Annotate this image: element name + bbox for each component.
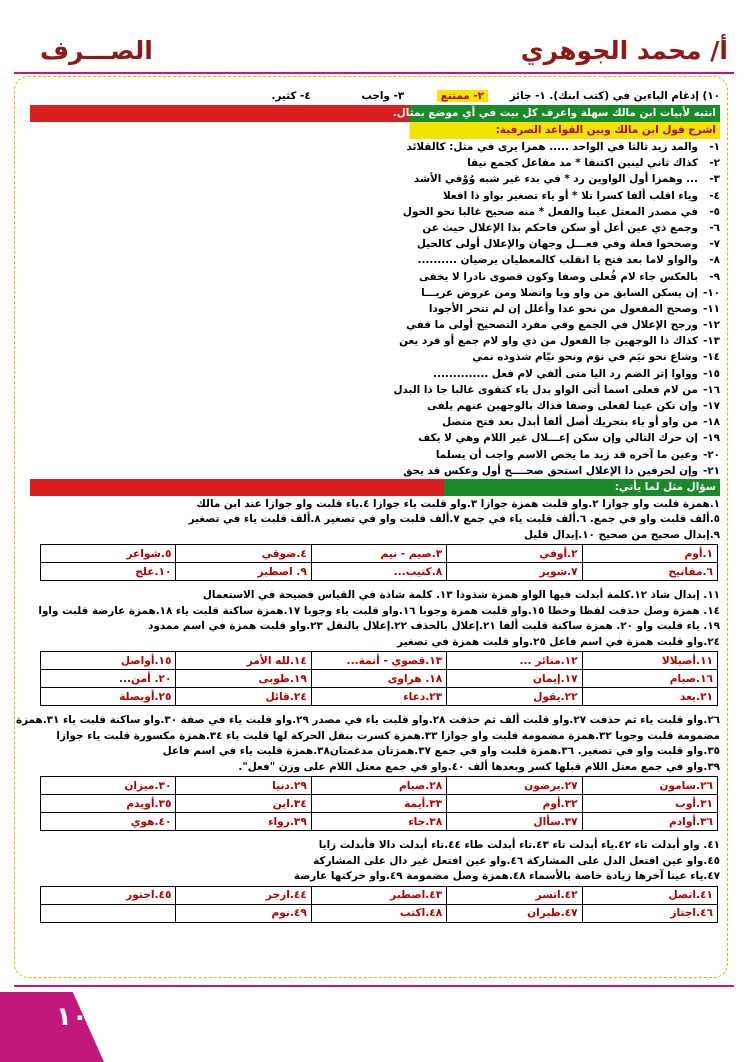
verse-number: ١٩- bbox=[702, 432, 720, 445]
verse-line bbox=[30, 269, 720, 285]
table-cell: ٢١.يعد bbox=[582, 688, 717, 706]
table-cell: ٣٧.سأال bbox=[447, 813, 582, 831]
verse-number: ١٨- bbox=[702, 416, 720, 429]
table-row bbox=[41, 777, 718, 795]
verse-number: ١٠- bbox=[702, 286, 720, 299]
table-cell: ١٧.إيمان bbox=[447, 670, 582, 688]
question-line: ١٤. همزة وصل حذفت لفظا وخطا ١٥.واو قلبت همزة وجوبا ١٦.واو قلبت ياء وجوبا ١٧.همزة ساكنة قلبت ياء ١٨.همزة عارضة قلبت واوا bbox=[38, 604, 720, 617]
banner-explain: اشرح قول ابن مالك وبين القواعد الصرفية: bbox=[30, 122, 720, 139]
table-cell: ٨.كتيب... bbox=[311, 563, 446, 581]
answer-table-2 bbox=[40, 651, 718, 706]
verse-text: وإن تكن عينا لفعلى وصفا فذاك بالوجهين عنهم يلفى bbox=[426, 400, 698, 412]
table-cell: ٤٤.ازجر bbox=[176, 886, 311, 904]
table-cell: ٣٤.اين bbox=[176, 795, 311, 813]
table-cell: ٢٤.قائل bbox=[176, 688, 311, 706]
table-row bbox=[41, 563, 718, 581]
verse-number: ٤- bbox=[709, 189, 720, 202]
verse-line bbox=[30, 333, 720, 349]
verse-line bbox=[30, 430, 720, 446]
verse-number: ١٢- bbox=[702, 319, 720, 332]
verse-line bbox=[30, 155, 720, 171]
verse-text: كذاك ثاني لينين اكتنفا * مد مفاعل كجمع نيفا bbox=[467, 157, 698, 170]
verse-line bbox=[30, 171, 720, 187]
table-row bbox=[41, 886, 718, 904]
table-cell: ٤٦.اجتاز bbox=[582, 904, 717, 922]
question-line: ٥.ألف قلبت واو في جمع. ٦.ألف قلبت ياء في جمع ٧.ألف قلبت واو في تصغير ٨.ألف قلبت ياء في تصغير bbox=[188, 513, 720, 526]
verse-number: ٧- bbox=[709, 238, 720, 251]
verse-text: وياء اقلب ألفا كسرا تلا * أو ياء تصغير بواو ذا افعلا bbox=[443, 189, 698, 202]
table-row bbox=[41, 670, 718, 688]
subject-title: الصـــرف bbox=[40, 36, 153, 65]
verse-list bbox=[30, 139, 720, 479]
verse-text: والواو لاما بعد فتح يا انقلب كالمعطيان يرضيان .......... bbox=[417, 254, 698, 267]
question-line: ٤١. واو أبدلت تاء ٤٢.ياء أبدلت تاء ٤٣.تاء أبدلت طاء ٤٤.تاء أبدلت دالا فأبدلت زايا bbox=[318, 839, 720, 852]
table-row bbox=[41, 545, 718, 563]
table-row bbox=[41, 904, 718, 922]
verse-line bbox=[30, 236, 720, 252]
q10-text: ١٠) إدغام الباءين في (كتب ابنك). ١- جائز bbox=[509, 90, 720, 102]
table-cell: ٢.أوفي bbox=[447, 545, 582, 563]
table-cell: ٣١.أوب bbox=[582, 795, 717, 813]
verse-number: ٣- bbox=[709, 173, 720, 186]
table-cell: ١٨. هراوى bbox=[311, 670, 446, 688]
question-line: ١١. إبدال شاذ ١٢.كلمة أبدلت فيها الواو همزة شذوذا ١٣. كلمة شاذة في القياس فصيحة في الاستعمال bbox=[202, 589, 720, 602]
table-cell: ٢٢.يقول bbox=[447, 688, 582, 706]
verse-text: وصحح المفعول من نحو عدا وأعلل إن لم تتحر الأجودا bbox=[428, 302, 698, 315]
verse-text: إن يسكن السابق من واو ويا واتصلا ومن عروض عريـــا bbox=[421, 286, 698, 299]
table-cell: ٤٥.اجتور bbox=[41, 886, 176, 904]
table-cell: ٤.ضوقي bbox=[176, 545, 311, 563]
verse-number: ٢١- bbox=[702, 464, 720, 477]
table-cell: ٦.مفاتيح bbox=[582, 563, 717, 581]
verse-number: ٦- bbox=[709, 221, 720, 234]
q10-option-3: ٣- واجب bbox=[361, 90, 405, 102]
question-line: ٣٥.واو قلبت واو في تصغير. ٣٦.همزة قلبت واو في جمع ٣٧.همزتان مدغمتان٣٨.همزة قلبت ياء في اسم فاعل bbox=[162, 745, 720, 758]
table-cell: ٣.صيم - نيم bbox=[311, 545, 446, 563]
answer-table-1 bbox=[40, 544, 718, 581]
verse-text: وجمع ذي عين أعل أو سكن فاحكم بذا الإعلال حيث عن bbox=[422, 221, 698, 234]
verse-text: بالعكس جاء لام فُعلى وصفا وكون قصوى نادرا لا يخفى bbox=[419, 270, 698, 283]
verse-number: ١١- bbox=[702, 302, 720, 315]
question-line: مضمومة قلبت وجوبا ٣٢.همزة مضمومة قلبت واو جوازا ٣٣.همزة كسرت بنقل الحركة لها قلبت ياء ٣٤.همزة مكسورة قلبت ياء جوازا bbox=[56, 729, 720, 742]
verse-number: ٥- bbox=[709, 205, 720, 218]
page-number: ١٠ bbox=[56, 1002, 88, 1032]
table-cell: ٣٩.رواء bbox=[176, 813, 311, 831]
content bbox=[15, 88, 720, 929]
verse-line bbox=[30, 139, 720, 155]
answer-table-4 bbox=[40, 886, 718, 923]
table-cell: ١٠.علج bbox=[41, 563, 176, 581]
table-cell: ١٦.صيام bbox=[582, 670, 717, 688]
table-cell: ٢٣.دعاء bbox=[311, 688, 446, 706]
verse-text: في مصدر المعتل عينا والفعل * منه صحيح غالبا نحو الحول bbox=[402, 205, 698, 218]
question-line: ٢٦.واو قلبت ياء ثم حذفت ٢٧.واو قلبت ألف ثم حذفت ٢٨.واو قلبت ياء في مصدر ٢٩.واو قلبت ياء في صفة ٣٠.واو ساكنة قلبت ياء ٣١.همزة bbox=[15, 714, 720, 727]
table-cell: ١٣.قصوي - أنمة... bbox=[311, 652, 446, 670]
verse-line bbox=[30, 188, 720, 204]
footer-divider bbox=[14, 985, 734, 987]
table-cell: ١.أوم bbox=[582, 545, 717, 563]
table-cell: ٤٣.اصطبر bbox=[311, 886, 446, 904]
table-cell: ٥.شواعر bbox=[41, 545, 176, 563]
table-cell: ٧.شوير bbox=[447, 563, 582, 581]
table-cell: ١٥.أواصل bbox=[41, 652, 176, 670]
verse-text: والمد زيد ثالثا في الواحد ..... همزا يرى في مثل: كالقلائد bbox=[406, 141, 698, 153]
verse-number: ٢٠- bbox=[702, 448, 720, 461]
verse-number: ١٧- bbox=[702, 400, 720, 412]
table-cell: ٣٦.أوادم bbox=[582, 813, 717, 831]
table-cell: ١١.أصيلالا bbox=[582, 652, 717, 670]
verse-line bbox=[30, 414, 720, 430]
verse-text: وصححوا فعلة وفي فعـــل وجهان والإعلال أولى كالحيل bbox=[416, 238, 698, 251]
table-cell: ٤١.اتصل bbox=[582, 886, 717, 904]
table-cell: ٢٦.سامون bbox=[582, 777, 717, 795]
table-cell: ٤٩.نوم bbox=[176, 904, 311, 922]
page-header bbox=[0, 30, 750, 70]
verse-line bbox=[30, 252, 720, 268]
verse-line bbox=[30, 317, 720, 333]
table-cell: ٢٥.أويصلة bbox=[41, 688, 176, 706]
table-cell: ٢٩.دنيا bbox=[176, 777, 311, 795]
verse-text: وواوا إثر الضم رد اليا متى ألفي لام فعل .............. bbox=[433, 367, 698, 380]
verse-line bbox=[30, 463, 720, 479]
verse-number: ١٣- bbox=[702, 335, 720, 348]
verse-line bbox=[30, 301, 720, 317]
table-cell: ٤٠.هوي bbox=[41, 813, 176, 831]
table-cell: ٤٧.طيران bbox=[447, 904, 582, 922]
question-line: ٤٥.واو عين افتعل الدل على المشاركة ٤٦.واو عين افتعل غير دال على المشاركة bbox=[313, 854, 720, 867]
verse-line bbox=[30, 366, 720, 382]
answer-table-3 bbox=[40, 776, 718, 831]
question-10 bbox=[30, 88, 720, 105]
verse-text: وإن لحرفين ذا الإعلال استحق صحــــح أول وعكس قد يحق bbox=[403, 464, 698, 477]
verse-number: ١٦- bbox=[702, 383, 720, 396]
table-cell: ٣٨.جاء bbox=[311, 813, 446, 831]
table-cell: ٣٣.أيمة bbox=[311, 795, 446, 813]
verse-text: من لام فعلى اسما أتى الواو بدل ياء كتقوى غالبا جا ذا البدل bbox=[393, 383, 698, 396]
header-divider bbox=[14, 72, 734, 74]
verse-text: وشاع نحو نيَم في نوَم ونحو نيّام شذوذه نمي bbox=[472, 351, 698, 364]
verse-number: ١- bbox=[709, 141, 720, 153]
table-cell: ٤٨.اكتب bbox=[311, 904, 446, 922]
page-number-tab bbox=[0, 992, 104, 1062]
table-cell: ١٢.منائر ... bbox=[447, 652, 582, 670]
author-name: أ/ محمد الجوهري bbox=[520, 36, 728, 65]
table-cell: ٩. اصطبر bbox=[176, 563, 311, 581]
verse-line bbox=[30, 220, 720, 236]
verse-line bbox=[30, 204, 720, 220]
verse-number: ١٥- bbox=[702, 367, 720, 380]
verse-line bbox=[30, 447, 720, 463]
q10-option-2: ٢- ممتنع bbox=[437, 90, 488, 102]
table-cell: ٣٥.أويدم bbox=[41, 795, 176, 813]
verse-line bbox=[30, 382, 720, 398]
table-cell: ٢٧.يرضون bbox=[447, 777, 582, 795]
banner-question: سؤال مثل لما يأتي: bbox=[30, 479, 720, 496]
question-line: ٩.إبدال صحيح من صحيح ١٠.إبدال قليل bbox=[524, 528, 720, 541]
table-cell: ٣٠.ميزان bbox=[41, 777, 176, 795]
verse-number: ٢- bbox=[709, 157, 720, 170]
table-cell: ٤٢.اتسر bbox=[447, 886, 582, 904]
verse-line bbox=[30, 349, 720, 365]
question-line: ١.همزة قلبت واو جوازا ٢.واو قلبت همزة جوازا ٣.واو قلبت ياء جوازا ٤.ياء قلبت واو جوازا عند ابن مالك bbox=[196, 497, 720, 510]
table-row bbox=[41, 652, 718, 670]
table-cell: ١٩.طوبى bbox=[176, 670, 311, 688]
table-row bbox=[41, 795, 718, 813]
question-line: ٤٧.ياء عينا آخرها زيادة خاصة بالأسماء ٤٨.همزة وصل مضمومة ٤٩.واو حركتها عارضة bbox=[293, 870, 720, 883]
verse-number: ٨- bbox=[709, 254, 720, 267]
banner-note: انتبه لأبيات ابن مالك سهلة واعرف كل بيت في أي موضع بمثال. bbox=[30, 105, 720, 122]
table-row bbox=[41, 688, 718, 706]
table-cell: ٢٠. أمن... bbox=[41, 670, 176, 688]
table-cell: ١٤.لله الأمر bbox=[176, 652, 311, 670]
verse-text: وعين ما آخره قد زيد ما يخص الاسم واجب أن يسلما bbox=[435, 448, 698, 461]
verse-text: من واو أو ياء بتحريك أصل ألفا أبدل بعد فتح متصل bbox=[442, 416, 698, 429]
q10-option-4: ٤- كثير. bbox=[271, 90, 311, 102]
table-cell: ٣٢.أوم bbox=[447, 795, 582, 813]
verse-text: كذاك ذا الوجهين جا الفعول من ذي واو لام جمع أو فرد يعن bbox=[399, 335, 698, 348]
verse-text: ورجح الإعلال في الجمع وفي مفرد التصحيح أولى ما قفي bbox=[406, 319, 698, 332]
verse-text: إن حرك التالي وإن سكن إعـــلال غير اللام وهي لا يكف bbox=[418, 432, 698, 445]
table-cell: ٢٨.صيام bbox=[311, 777, 446, 795]
question-line: ٢٤.واو قلبت همزة في اسم فاعل ٢٥.واو قلبت همزة في تصغير bbox=[397, 635, 720, 648]
verse-text: ... وهمزا أول الواوين رد * في بدء غير شبه وُوْفي الأشد bbox=[413, 173, 698, 186]
verse-line bbox=[30, 285, 720, 301]
verse-line bbox=[30, 398, 720, 414]
question-line: ١٩. ياء قلبت واو ٢٠. همزة ساكنة قلبت ألفا ٢١.إعلال بالحذف ٢٢.إعلال بالنقل ٢٣.واو قلبت همزة في اسم ممدود bbox=[148, 620, 720, 633]
verse-number: ٩- bbox=[709, 270, 720, 283]
table-cell-empty bbox=[41, 904, 176, 922]
table-row bbox=[41, 813, 718, 831]
question-line: ٣٩.واو في جمع معتل اللام قبلها كسر وبعدها ألف ٤٠.واو في جمع معتل اللام على وزن "فعل". bbox=[238, 760, 720, 773]
verse-number: ١٤- bbox=[702, 351, 720, 364]
